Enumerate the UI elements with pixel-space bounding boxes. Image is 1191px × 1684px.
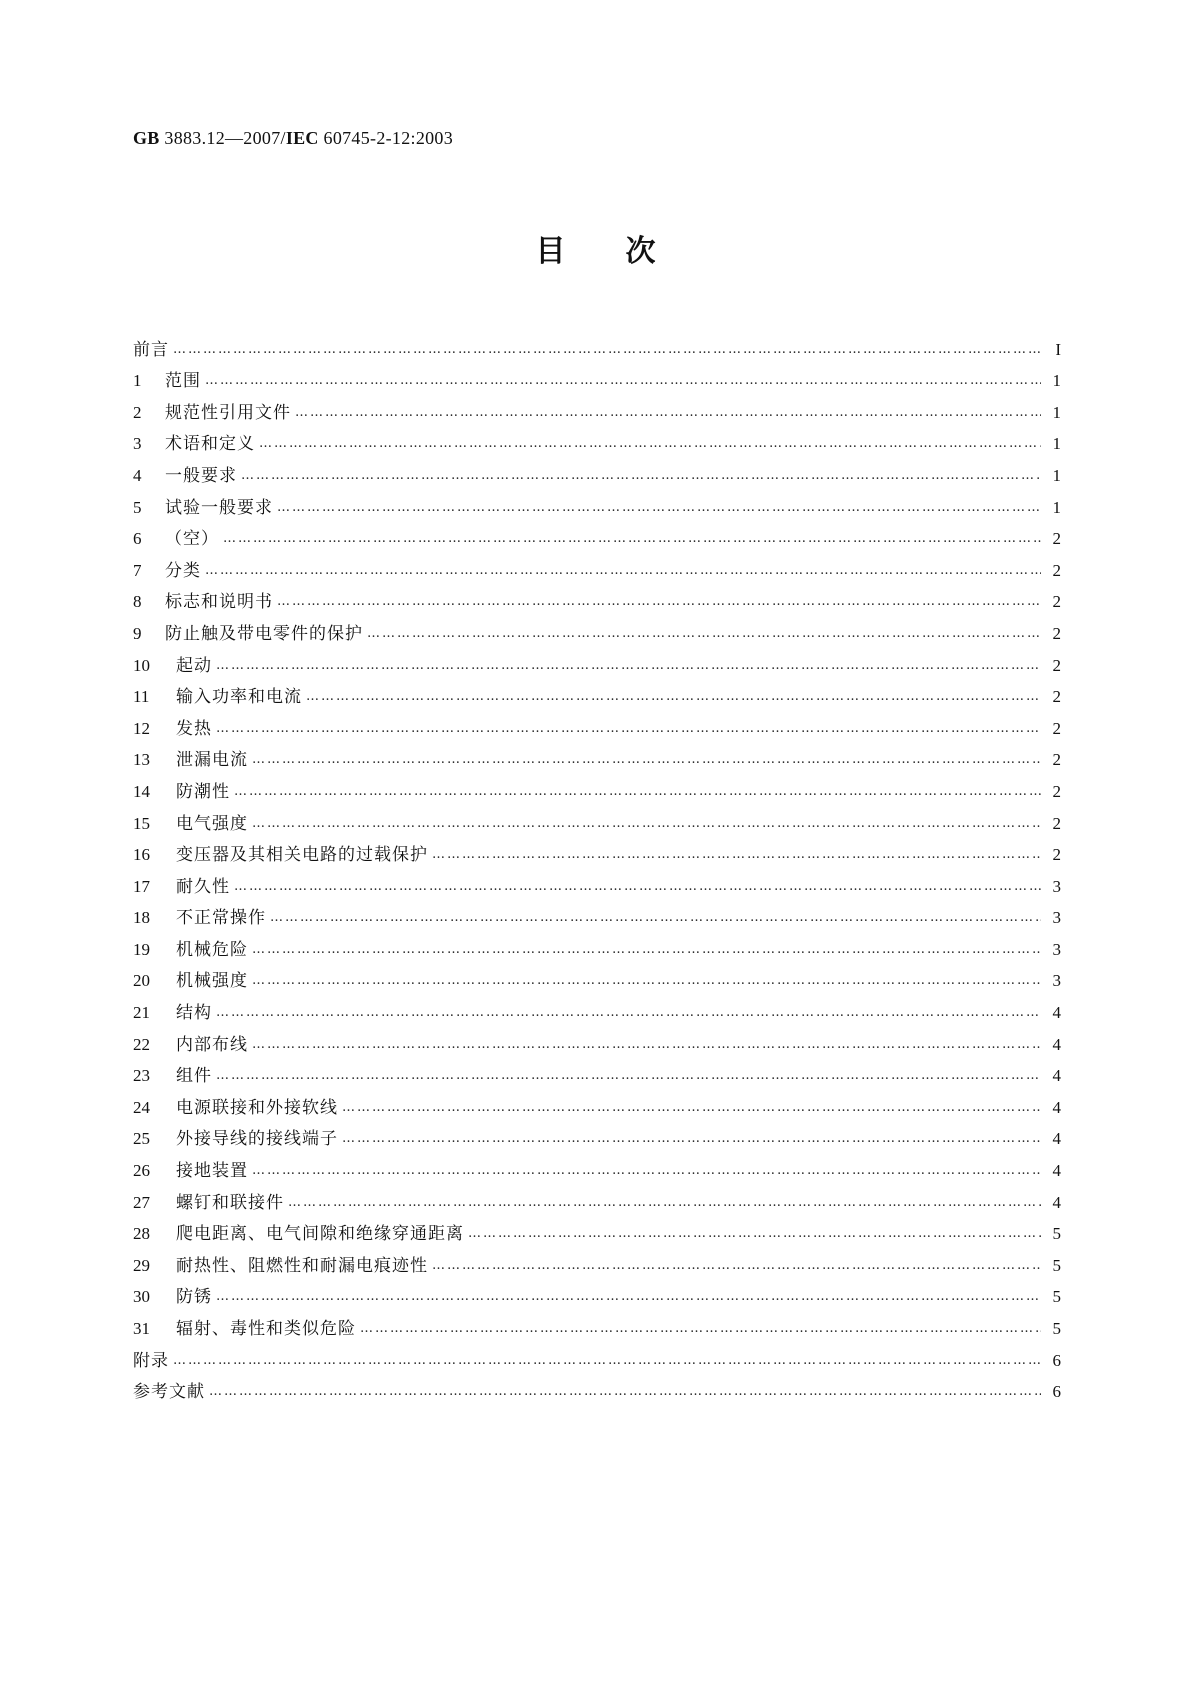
toc-entry[interactable] xyxy=(133,1149,1061,1181)
toc-entry-page: 4 xyxy=(1052,1129,1061,1149)
toc-entry-page: 2 xyxy=(1052,560,1061,580)
toc-entry[interactable] xyxy=(133,770,1061,802)
toc-entry-page: 5 xyxy=(1052,1287,1061,1307)
iec-code: IEC xyxy=(285,128,319,148)
toc-entry-number: 13 xyxy=(133,750,150,770)
toc-leader-dots xyxy=(277,498,1041,518)
toc-entry[interactable] xyxy=(133,1023,1061,1055)
toc-entry[interactable] xyxy=(133,486,1061,518)
toc-entry-number: 22 xyxy=(133,1034,150,1054)
toc-entry-page: 4 xyxy=(1052,1161,1061,1181)
toc-leader-dots xyxy=(468,1224,1041,1244)
toc-entry[interactable] xyxy=(133,1307,1061,1339)
toc-leader-dots xyxy=(205,371,1041,391)
toc-leader-dots xyxy=(342,1098,1041,1118)
toc-entry-title: 耐久性 xyxy=(176,876,230,897)
toc-entry[interactable] xyxy=(133,1181,1061,1213)
toc-leader-dots xyxy=(173,340,1041,360)
toc-entry-page: 2 xyxy=(1052,781,1061,801)
toc-leader-dots xyxy=(342,1129,1041,1149)
toc-entry-page: 3 xyxy=(1052,971,1061,991)
toc-entry-number: 19 xyxy=(133,939,150,959)
toc-entry-title: 耐热性、阻燃性和耐漏电痕迹性 xyxy=(176,1255,428,1276)
toc-entry[interactable] xyxy=(133,612,1061,644)
toc-leader-dots xyxy=(252,750,1041,770)
toc-entry-title: 前言 xyxy=(133,339,169,360)
toc-entry-number: 8 xyxy=(133,592,142,612)
toc-entry[interactable] xyxy=(133,518,1061,550)
toc-entry[interactable] xyxy=(133,644,1061,676)
toc-leader-dots xyxy=(360,1319,1041,1339)
toc-entry-number: 14 xyxy=(133,781,150,801)
toc-entry-page: 1 xyxy=(1052,371,1061,391)
toc-entry-title: 电气强度 xyxy=(176,813,248,834)
toc-entry-page: 3 xyxy=(1052,908,1061,928)
toc-entry-page: 5 xyxy=(1052,1319,1061,1338)
toc-entry[interactable] xyxy=(133,739,1061,771)
toc-entry[interactable] xyxy=(133,454,1061,486)
toc-entry-page: 1 xyxy=(1052,402,1061,422)
toc-entry-page: 2 xyxy=(1052,813,1061,833)
toc-entry-number: 25 xyxy=(133,1129,150,1149)
toc-leader-dots xyxy=(234,877,1041,897)
toc-leader-dots xyxy=(216,719,1041,739)
toc-entry[interactable] xyxy=(133,865,1061,897)
toc-leader-dots xyxy=(216,1066,1041,1086)
toc-entry-title: 起动 xyxy=(176,655,212,676)
toc-entry-title: 辐射、毒性和类似危险 xyxy=(176,1319,356,1339)
table-of-contents xyxy=(133,328,1061,1402)
toc-entry-page: 2 xyxy=(1052,623,1061,643)
toc-entry-number: 3 xyxy=(133,434,142,454)
page-title: 目次 xyxy=(535,234,716,269)
toc-entry-number: 15 xyxy=(133,813,150,833)
standard-code: GB xyxy=(133,128,160,148)
toc-leader-dots xyxy=(277,592,1041,612)
toc-leader-dots xyxy=(223,529,1041,549)
toc-entry-number: 2 xyxy=(133,402,142,422)
toc-entry-title: 不正常操作 xyxy=(176,908,266,929)
toc-entry-number: 9 xyxy=(133,623,142,643)
document-header xyxy=(133,128,453,149)
toc-entry-page: 3 xyxy=(1052,876,1061,896)
toc-entry-number: 26 xyxy=(133,1161,150,1181)
toc-entry[interactable] xyxy=(133,1339,1061,1371)
toc-leader-dots xyxy=(367,624,1041,644)
toc-entry[interactable] xyxy=(133,960,1061,992)
toc-entry-page: 2 xyxy=(1052,718,1061,738)
toc-leader-dots xyxy=(270,908,1041,928)
toc-leader-dots xyxy=(241,466,1041,486)
toc-leader-dots xyxy=(252,1161,1041,1181)
toc-leader-dots xyxy=(295,403,1041,423)
toc-entry-title: 内部布线 xyxy=(176,1034,248,1055)
toc-entry-title: 防止触及带电零件的保护 xyxy=(165,623,363,644)
toc-entry[interactable] xyxy=(133,1118,1061,1150)
toc-entry[interactable] xyxy=(133,928,1061,960)
toc-entry-title: 接地装置 xyxy=(176,1161,248,1182)
toc-entry-number: 1 xyxy=(133,371,142,391)
toc-entry-title: 爬电距离、电气间隙和绝缘穿通距离 xyxy=(176,1224,464,1245)
toc-entry-number: 27 xyxy=(133,1192,150,1212)
toc-entry-page: 2 xyxy=(1052,592,1061,612)
toc-leader-dots xyxy=(306,687,1041,707)
toc-entry[interactable] xyxy=(133,1371,1061,1403)
toc-entry-page: 1 xyxy=(1052,434,1061,454)
toc-entry-title: 组件 xyxy=(176,1066,212,1087)
toc-entry-page: 4 xyxy=(1052,1066,1061,1086)
toc-entry-number: 24 xyxy=(133,1097,150,1117)
toc-entry-page: 6 xyxy=(1052,1350,1061,1370)
toc-entry[interactable] xyxy=(133,802,1061,834)
toc-entry-number: 29 xyxy=(133,1255,150,1275)
toc-entry-title: 规范性引用文件 xyxy=(165,402,291,423)
toc-entry[interactable] xyxy=(133,423,1061,455)
toc-leader-dots xyxy=(252,814,1041,834)
toc-entry-page: 4 xyxy=(1052,1192,1061,1212)
toc-entry-title: 输入功率和电流 xyxy=(176,687,302,708)
toc-entry[interactable] xyxy=(133,897,1061,929)
toc-entry[interactable] xyxy=(133,360,1061,392)
toc-leader-dots xyxy=(432,1256,1041,1276)
toc-entry-title: 防锈 xyxy=(176,1287,212,1308)
toc-entry-number: 18 xyxy=(133,908,150,928)
toc-leader-dots xyxy=(205,561,1041,581)
toc-entry[interactable] xyxy=(133,1055,1061,1087)
toc-entry[interactable] xyxy=(133,549,1061,581)
toc-entry-title: 电源联接和外接软线 xyxy=(176,1097,338,1118)
toc-entry-number: 7 xyxy=(133,560,142,580)
standard-number: 3883.12—2007/ xyxy=(159,128,286,148)
toc-entry-number: 12 xyxy=(133,718,150,738)
toc-entry-page: 2 xyxy=(1052,845,1061,865)
toc-entry-page: 4 xyxy=(1052,1003,1061,1023)
toc-leader-dots xyxy=(216,1003,1041,1023)
toc-leader-dots xyxy=(209,1382,1041,1402)
toc-entry-title: 发热 xyxy=(176,718,212,739)
toc-entry-title: 机械危险 xyxy=(176,939,248,960)
toc-entry-number: 16 xyxy=(133,845,150,865)
toc-entry-title: 范围 xyxy=(165,371,201,392)
toc-entry[interactable] xyxy=(133,991,1061,1023)
toc-entry-title: 机械强度 xyxy=(176,971,248,992)
toc-entry-number: 31 xyxy=(133,1319,150,1338)
toc-entry-title: 分类 xyxy=(165,560,201,581)
toc-entry[interactable] xyxy=(133,1213,1061,1245)
toc-entry-number: 6 xyxy=(133,529,142,549)
toc-entry-page: 3 xyxy=(1052,939,1061,959)
toc-entry[interactable] xyxy=(133,581,1061,613)
toc-entry-number: 11 xyxy=(133,687,150,707)
toc-leader-dots xyxy=(432,845,1041,865)
toc-entry-page: 2 xyxy=(1052,687,1061,707)
toc-entry[interactable] xyxy=(133,1244,1061,1276)
toc-entry-title: 螺钉和联接件 xyxy=(176,1192,284,1213)
toc-entry-number: 23 xyxy=(133,1066,150,1086)
toc-entry-page: 5 xyxy=(1052,1224,1061,1244)
toc-entry-title: 外接导线的接线端子 xyxy=(176,1129,338,1150)
toc-entry-page: 1 xyxy=(1052,497,1061,517)
toc-leader-dots xyxy=(234,782,1041,802)
toc-entry-number: 5 xyxy=(133,497,142,517)
toc-entry-page: 6 xyxy=(1052,1382,1061,1402)
toc-entry[interactable] xyxy=(133,328,1061,360)
toc-entry-page: 5 xyxy=(1052,1255,1061,1275)
toc-entry-page: 4 xyxy=(1052,1034,1061,1054)
toc-entry-title: 附录 xyxy=(133,1350,169,1371)
toc-entry[interactable] xyxy=(133,391,1061,423)
toc-entry[interactable] xyxy=(133,676,1061,708)
toc-leader-dots xyxy=(252,971,1041,991)
toc-entry-title: 参考文献 xyxy=(133,1382,205,1403)
toc-entry-title: 防潮性 xyxy=(176,781,230,802)
toc-leader-dots xyxy=(288,1193,1041,1213)
toc-leader-dots xyxy=(259,434,1041,454)
toc-entry-title: 结构 xyxy=(176,1003,212,1024)
toc-entry-page: 2 xyxy=(1052,655,1061,675)
iec-number: 60745-2-12:2003 xyxy=(318,128,454,148)
toc-entry[interactable] xyxy=(133,834,1061,866)
toc-entry-title: 术语和定义 xyxy=(165,434,255,455)
toc-entry-number: 10 xyxy=(133,655,150,675)
toc-entry[interactable] xyxy=(133,707,1061,739)
toc-leader-dots xyxy=(173,1351,1041,1371)
toc-entry-page: 1 xyxy=(1052,465,1061,485)
toc-entry-page: 2 xyxy=(1052,529,1061,549)
toc-entry-number: 30 xyxy=(133,1287,150,1307)
toc-entry-title: 试验一般要求 xyxy=(165,497,273,518)
toc-entry[interactable] xyxy=(133,1086,1061,1118)
toc-leader-dots xyxy=(216,1287,1041,1307)
toc-entry-title: 变压器及其相关电路的过载保护 xyxy=(176,845,428,866)
toc-entry-title: 泄漏电流 xyxy=(176,750,248,771)
toc-entry-title: 标志和说明书 xyxy=(165,592,273,613)
toc-entry-number: 20 xyxy=(133,971,150,991)
toc-entry-number: 28 xyxy=(133,1224,150,1244)
toc-entry-number: 4 xyxy=(133,465,142,485)
toc-entry[interactable] xyxy=(133,1276,1061,1308)
toc-leader-dots xyxy=(216,656,1041,676)
toc-leader-dots xyxy=(252,1035,1041,1055)
toc-entry-number: 21 xyxy=(133,1003,150,1023)
toc-leader-dots xyxy=(252,940,1041,960)
toc-entry-page: 4 xyxy=(1052,1097,1061,1117)
toc-entry-title: 一般要求 xyxy=(165,465,237,486)
toc-entry-page: 2 xyxy=(1052,750,1061,770)
toc-entry-page: I xyxy=(1055,339,1061,359)
toc-entry-number: 17 xyxy=(133,876,150,896)
toc-entry-title: （空） xyxy=(165,529,219,550)
